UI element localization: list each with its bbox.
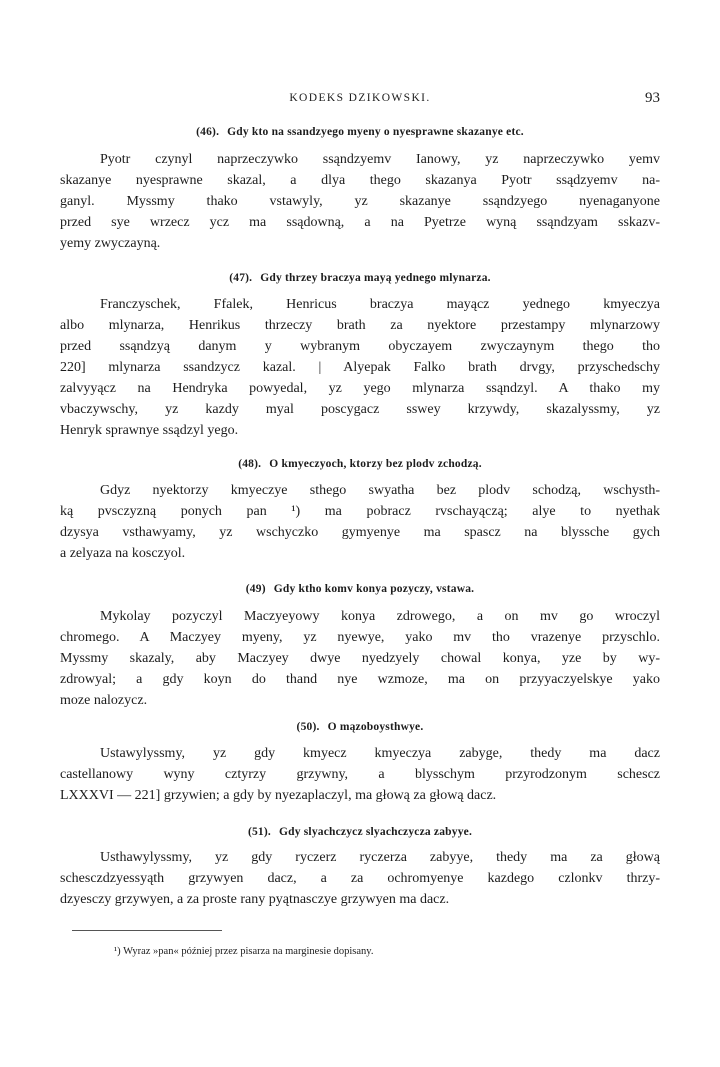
text-line: schesczdzyessyąth grzywyen dacz, a za ochromyenye kazdego czlonkv thrzy- (60, 871, 660, 886)
section-body-47 (60, 294, 660, 441)
section-title: Gdy kto na ssandzyego myeny o nyesprawne skazanye etc. (227, 126, 524, 138)
text-line: chromego. A Maczyey myeny, yz nyewye, yako mv tho vrazenye przyschlo. (60, 630, 660, 645)
text-line: Henryk sprawnye ssądzyl yego. (60, 423, 239, 438)
section-body-46 (60, 149, 660, 254)
section-title: O kmyeczyoch, ktorzy bez plodv zchodzą. (269, 458, 482, 470)
footnote: ¹) Wyraz »pan« później przez pisarza na marginesie dopisany. (114, 946, 374, 957)
text-line: Mykolay pozyczyl Maczyeyowy konya zdrowego, a on mv go wroczyl (100, 609, 660, 624)
footnote-divider (72, 930, 222, 931)
section-title: Gdy slyachczycz slyachczycza zabyye. (278, 826, 473, 838)
section-heading-51 (60, 826, 660, 838)
section-title: Gdy thrzey braczya mayą yednego mlynarza. (260, 272, 491, 284)
text-line: zdrowyal; a gdy koyn do thand nye wzmoze, ma on przyyaczyelskye yako (60, 672, 660, 687)
section-number: (50). (296, 721, 320, 733)
text-line: castellanowy wyny cztyrzy grzywny, a blysschym przyrodzonym schescz (60, 767, 660, 782)
page-number: 93 (645, 90, 660, 106)
text-line: dzyesczy grzywyen, a za proste rany pyątnasczye grzywyen ma dacz. (60, 892, 450, 907)
text-line: Usthawylyssmy, yz gdy ryczerz ryczerza zabyye, thedy ma za głową (100, 850, 660, 865)
text-line: a zelyaza na kosczyol. (60, 546, 186, 561)
text-line: przed ssąndzyą danym y wybranym obyczayem zwyczaynym thego tho (60, 339, 660, 354)
text-line: moze nalozycz. (60, 693, 148, 708)
text-line: skazanye nyesprawne skazal, a dlya thego skazanya Pyotr ssądzyemv na- (60, 173, 660, 188)
section-heading-49 (60, 583, 660, 595)
section-number: (49) (245, 583, 266, 595)
section-heading-50 (60, 721, 660, 733)
text-line: LXXXVI — 221] grzywien; a gdy by nyezaplaczyl, ma głową za głową dacz. (60, 788, 497, 803)
text-line: Gdyz nyektorzy kmyeczye sthego swyatha bez plodv schodzą, wschysth- (100, 483, 660, 498)
section-heading-47 (60, 272, 660, 284)
section-heading-46 (60, 126, 660, 138)
text-line: vbaczywschy, yz kazdy myal poscygacz sswey krzywdy, skazalyssmy, yz (60, 402, 660, 417)
text-line: Pyotr czynyl naprzeczywko ssąndzyemv Ianowy, yz naprzeczywko yemv (100, 152, 660, 167)
text-line: yemy zwyczayną. (60, 236, 161, 251)
text-line: ganyl. Myssmy thako vstawyly, yz skazanye ssąndzyego nyenaganyone (60, 194, 660, 209)
text-line: ką pvsczyzną ponych pan ¹) ma pobracz rvschayączą; alye to nyethak (60, 504, 660, 519)
section-heading-48 (60, 458, 660, 470)
section-number: (46). (196, 126, 220, 138)
text-line: dzysya vsthawyamy, yz wschyczko gymyenye ma spascz na blyssche gych (60, 525, 660, 540)
section-body-48 (60, 480, 660, 564)
section-title: Gdy ktho komv konya pozyczy, vstawa. (273, 583, 475, 595)
running-title: KODEKS DZIKOWSKI. (289, 92, 431, 104)
text-line: przed sye wrzecz ycz ma ssądowną, a na Pyetrze wyną ssąndzyam sskazv- (60, 215, 660, 230)
section-number: (51). (247, 826, 271, 838)
text-line: albo mlynarza, Henrikus thrzeczy brath za nyektore przestampy mlynarzowy (60, 318, 660, 333)
text-line: Ustawylyssmy, yz gdy kmyecz kmyeczya zabyge, thedy ma dacz (100, 746, 660, 761)
section-title: O mązoboysthwye. (327, 721, 424, 733)
text-line: zalvyyącz na Hendryka powyedal, yz yego mlynarza ssąndzyl. A thako my (60, 381, 660, 396)
running-head (60, 90, 660, 110)
section-body-49 (60, 606, 660, 711)
text-line: Myssmy skazaly, aby Maczyey dwye nyedzyely chowal konya, yze by wy- (60, 651, 660, 666)
section-body-50 (60, 743, 660, 806)
section-number: (47). (229, 272, 253, 284)
section-number: (48). (238, 458, 262, 470)
section-body-51 (60, 847, 660, 910)
text-line: Franczyschek, Ffalek, Henricus braczya mayącz yednego kmyeczya (100, 297, 660, 312)
text-line: 220] mlynarza ssandzycz kazal. | Alyepak Falko brath drvgy, przyschedschy (60, 360, 660, 375)
